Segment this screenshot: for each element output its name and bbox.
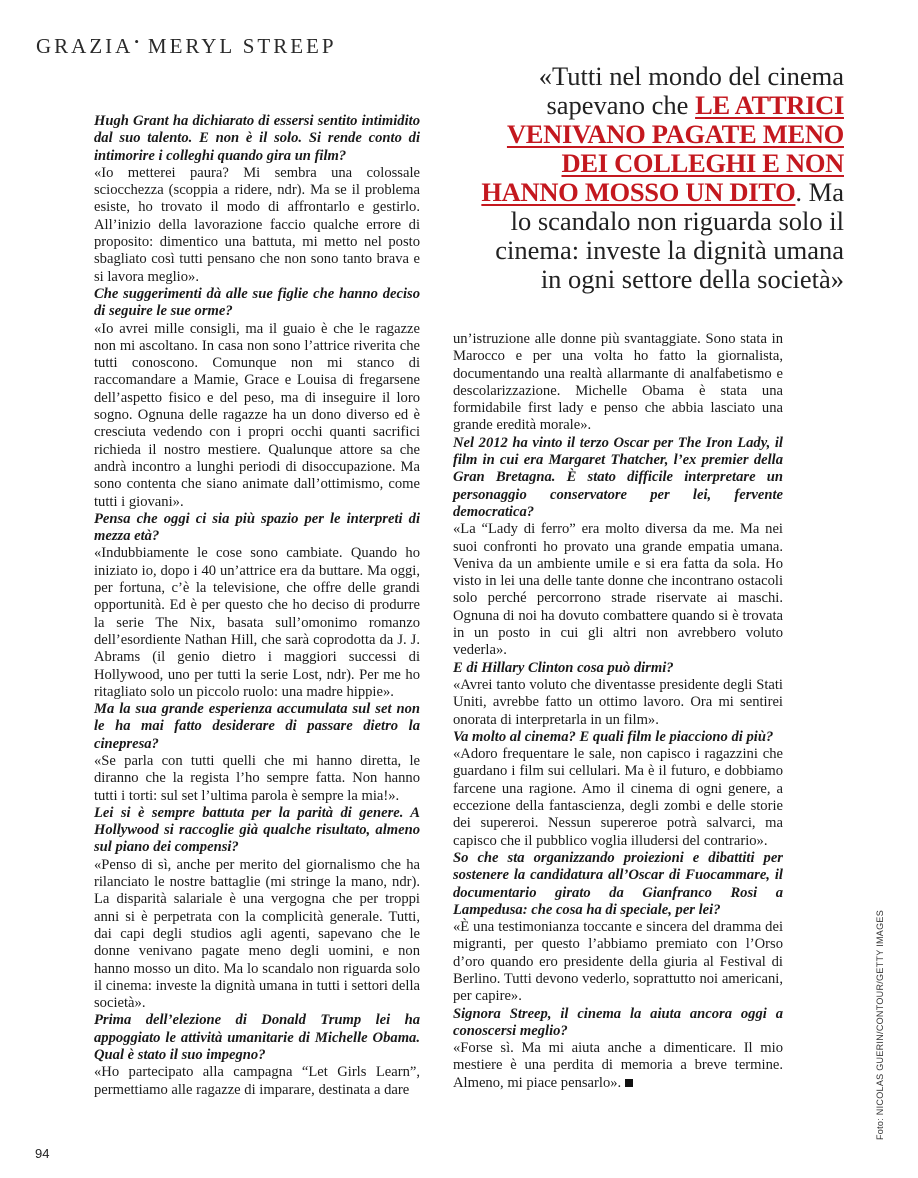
interview-answer: «Io avrei mille consigli, ma il guaio è che le ragazze non mi ascoltano. In casa non sono l’attrice riverita che tutti conoscono. Comunque non mi stanco di raccomandare a Mamie, Grace e Louisa di fregarsene dell’aspetto fisico e del peso, ma di inseguire il loro sogno. Ognuna delle ragazze ha un dono diverso ed è cresciuta vedendo con i propri occhi quanti sacrifici richieda il nostro mestiere. Qualunque attore sa che andrà incontro a lunghi periodi di disoccupazione. Ma sono contenta che siano animate dall’ottimismo, come tutti i giovani». [94,320,420,510]
pull-quote-highlight: LE ATTRICI VENIVANO PAGATE MENO DEI COLLEGHI E NON HANNO MOSSO UN DITO [481,90,844,207]
interview-question: Prima dell’elezione di Donald Trump lei ha appoggiato le attività umanitarie di Michelle Obama. Qual è stato il suo impegno? [94,1012,420,1064]
running-header [36,34,337,59]
interview-answer: «Se parla con tutti quelli che mi hanno diretta, le diranno che la regista l’ho sempre fatta. Non hanno tutti i torti: sul set l’ultima parola è sempre la mia!». [94,752,420,804]
page-number: 94 [35,1146,50,1161]
pull-quote [470,62,844,294]
interview-question: Signora Streep, il cinema la aiuta ancora oggi a conoscersi meglio? [453,1005,783,1039]
interview-question: Va molto al cinema? E quali film le piacciono di più? [453,728,774,745]
article-column-right [453,331,783,1092]
pull-quote-rest: . Ma lo scandalo non riguarda solo il cinema: investe la dignità umana in ogni settore della società» [495,177,844,294]
interview-question: Lei si è sempre battuta per la parità di genere. A Hollywood si raccoglie già qualche risultato, almeno sul piano dei compensi? [94,804,420,856]
interview-question: Pensa che oggi ci sia più spazio per le interpreti di mezza età? [94,510,420,545]
interview-answer: «Ho partecipato alla campagna “Let Girls Learn”, permettiamo alle ragazze di imparare, destinata a dare [94,1064,420,1098]
interview-question: Che suggerimenti dà alle sue figlie che hanno deciso di seguire le sue orme? [94,285,420,320]
header-separator: • [134,34,142,49]
interview-answer: «È una testimonianza toccante e sincera del dramma dei migranti, per questo l’abbiamo premiato con l’Orso d’oro quando ero presidente della giuria al Festival di Berlino. Tutti devono vederlo, soprattutto noi americani, per capire». [453,919,783,1005]
photo-credit: Foto: NICOLAS GUERIN/CONTOUR/GETTY IMAGES [875,909,885,1140]
interview-question: Nel 2012 ha vinto il terzo Oscar per The Iron Lady, il film in cui era Margaret Thatcher, l’ex premier della Gran Bretagna. È stato difficile interpretare un personaggio conservatore per lei, fervente democratica? [453,434,783,520]
interview-question: Hugh Grant ha dichiarato di essersi sentito intimidito dal suo talento. E non è il solo. Si rende conto di intimorire i colleghi quando gira un film? [94,113,420,164]
interview-answer: «Adoro frequentare le sale, non capisco i ragazzini che guardano i film sui cellulari. Ma è il futuro, e dobbiamo farcene una ragione. Amo il cinema di ogni genere, a eccezione della fantascienza, degli zombi e delle storie dei supereroi. Nessun supereroe potrà salvarci, ma capisco che il pubblico voglia illudersi del contrario». [453,746,783,849]
brand-name: GRAZIA [36,34,134,58]
article-column-left [94,113,420,1099]
interview-answer: «Avrei tanto voluto che diventasse presidente degli Stati Uniti, avrebbe fatto un ottimo lavoro. Ora mi sentirei onorata di interpretarla in un film». [453,676,783,728]
interview-answer: «La “Lady di ferro” era molto diversa da me. Ma nei suoi confronti ho provato una grande empatia umana. Veniva da un ambiente umile e si era fatta da sola. Ho visto in lei una delle tante donne che incontrano ostacoli solo perché percorrono strade riservate ai maschi. Ognuna di noi ha dovuto combattere quando si è trovata in un posto in cui gli altri non avrebbero voluto vederla». [453,521,783,659]
interview-question: So che sta organizzando proiezioni e dibattiti per sostenere la candidatura all’Oscar di Fuocammare, il documentario girato da Gianfranco Rosi a Lampedusa: che cosa ha di speciale, per lei? [453,849,783,918]
interview-answer: «Io metterei paura? Mi sembra una colossale sciocchezza (scoppia a ridere, ndr). Ma se il problema esiste, ho trovato il modo di affrontarlo e gestirlo. All’inizio della lavorazione faccio qualche errore di proposito: dimentico una battuta, mi metto nel posto sbagliato così tutti pensano che non sono tanto brava e si lavora meglio». [94,164,420,285]
interview-answer: «Forse sì. Ma mi aiuta anche a dimenticare. Il mio mestiere è una perdita di memoria a breve termine. Almeno, mi piace pensarlo». [453,1040,783,1091]
interview-question: Ma la sua grande esperienza accumulata sul set non le ha mai fatto desiderare di passare dietro la cinepresa? [94,701,420,752]
section-name: MERYL STREEP [147,34,337,58]
interview-question: E di Hillary Clinton cosa può dirmi? [453,659,674,676]
interview-answer: «Indubbiamente le cose sono cambiate. Quando ho iniziato io, dopo i 40 un’attrice era da buttare. Ma oggi, per fortuna, c’è la televisione, che offre delle grandi opportunità. Ed è per questo che ho deciso di produrre la serie The Nix, basata sull’omonimo romanzo dell’esordiente Nathan Hill, che sarà coprodotta da J. J. Abrams (il genio dietro i maggiori successi di Hollywood, uno per tutti la serie Lost, ndr). Per me ho ritagliato solo un piccolo ruolo: una madre hippie». [94,545,420,700]
interview-answer: un’istruzione alle donne più svantaggiate. Sono stata in Marocco e per una volta ho fatto la giornalista, documentando una realtà allarmante di analfabetismo e descolarizzazione. Michelle Obama è stata una formidabile first lady e penso che abbia lasciato una grande eredità morale». [453,331,783,434]
pull-quote-intro: «Tutti nel mondo del cinema sapevano che [538,61,844,120]
end-of-article-mark [625,1079,633,1087]
interview-answer: «Penso di sì, anche per merito del giornalismo che ha rilanciato le nostre battaglie (mi stringe la mano, ndr). La disparità salariale è una vergogna che per troppi anni si è perpetrata con la complicità generale. Tutti, dai capi degli studios agli agenti, sapevano che le donne venivano pagate meno degli uomini, e non hanno mosso un dito. Ma lo scandalo non riguarda solo il cinema: investe la dignità umana in tutti i settori della società». [94,856,420,1012]
